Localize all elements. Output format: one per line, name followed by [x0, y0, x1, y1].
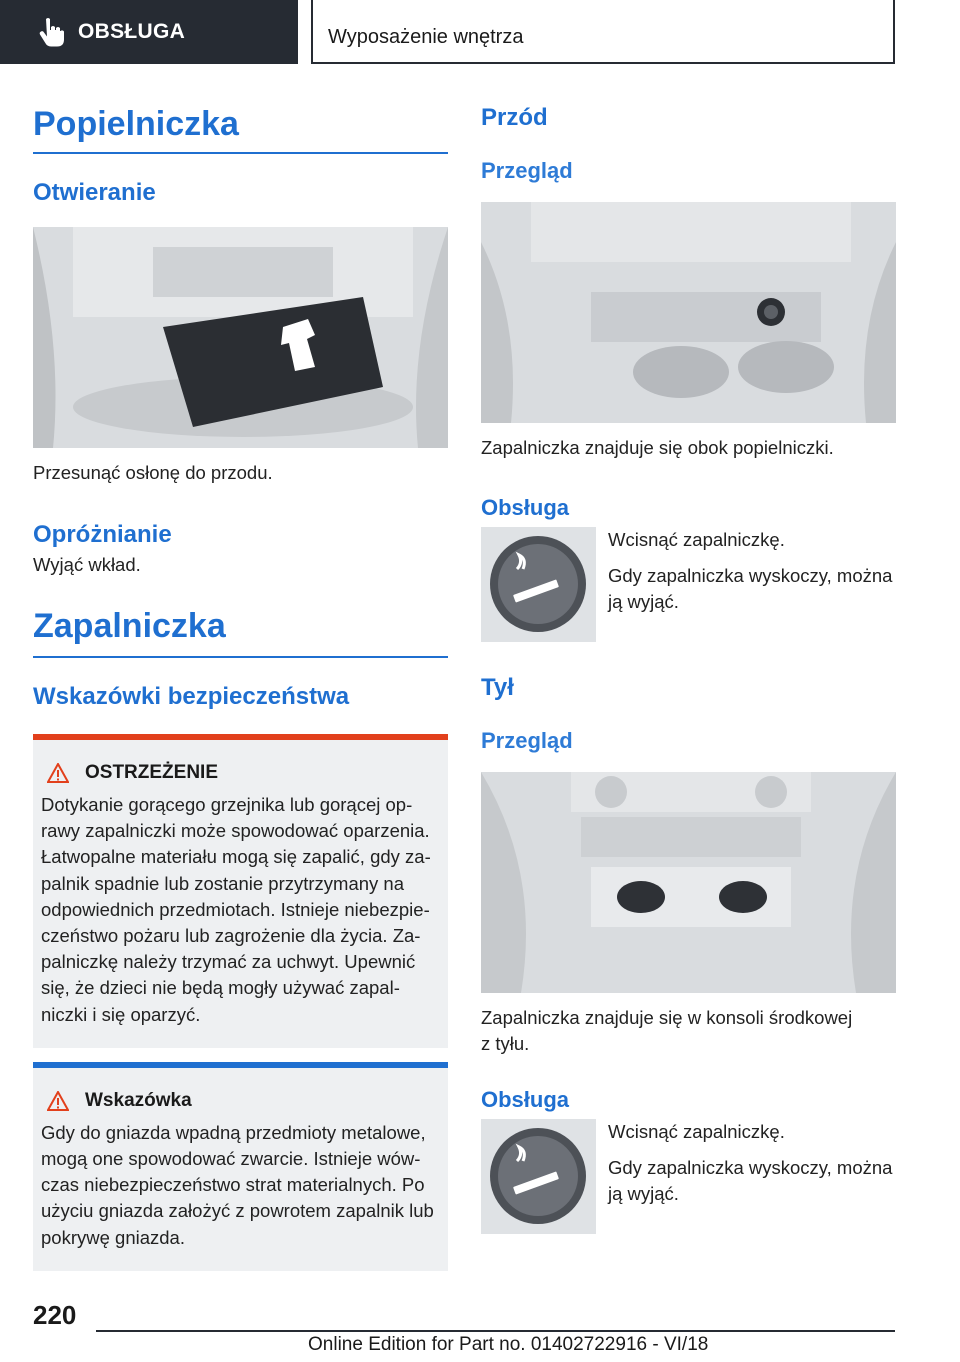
warning-line: odpowiednich przedmiotach. Istnieje niebezpie- [41, 898, 430, 920]
cigarette-lighter-icon [481, 527, 596, 642]
rear-overview-heading: Przegląd [481, 728, 573, 753]
warning-line: czeństwo pożaru lub zagrożenie dla życia. Za- [41, 924, 421, 946]
warning-title-text: OSTRZEŻENIE [85, 761, 219, 783]
safety-heading: Wskazówki bezpieczeństwa [33, 682, 350, 710]
front-op-step [608, 563, 892, 615]
front-op-line: ją wyjąć. [608, 591, 679, 612]
rear-lighter-photo [481, 772, 896, 993]
warning-line: się, że dzieci nie będą mogły używać zapal- [41, 977, 400, 999]
note-title [41, 1090, 438, 1112]
lighter-heading: Zapalniczka [33, 607, 226, 646]
heading-rule [33, 656, 448, 658]
hand-pointer-icon [38, 17, 64, 47]
section-label: Wyposażenie wnętrza [328, 26, 524, 48]
rear-op-line: Gdy zapalniczka wyskoczy, można [608, 1157, 893, 1178]
rear-operation-text [608, 1119, 892, 1234]
front-caption: Zapalniczka znajduje się obok popielniczki. [481, 437, 834, 458]
warning-triangle-icon [47, 1091, 69, 1111]
section-header [311, 0, 895, 64]
chapter-label: OBSŁUGA [78, 20, 186, 43]
cigarette-lighter-icon [481, 1119, 596, 1234]
rear-heading: Tył [481, 674, 514, 701]
warning-triangle-icon [47, 763, 69, 783]
rear-caption-line: z tyłu. [481, 1033, 530, 1054]
page-number: 220 [33, 1300, 77, 1330]
chapter-tab[interactable] [0, 0, 298, 64]
warning-box [33, 734, 448, 1048]
warning-title [41, 762, 438, 784]
rear-op-step [608, 1155, 892, 1207]
opening-heading: Otwieranie [33, 179, 156, 207]
ashtray-opening-photo [33, 227, 448, 448]
rear-op-step: Wcisnąć zapalniczkę. [608, 1121, 785, 1142]
rear-caption [481, 1005, 896, 1057]
heading-rule [33, 152, 448, 154]
rear-operation-heading: Obsługa [481, 1087, 570, 1112]
note-line: Gdy do gniazda wpadną przedmioty metalowe, [41, 1121, 426, 1143]
warning-line: niczki i się oparzyć. [41, 1003, 201, 1025]
right-column [481, 96, 896, 1234]
opening-caption: Przesunąć osłonę do przodu. [33, 461, 273, 483]
front-operation-text [608, 527, 892, 642]
front-op-step: Wcisnąć zapalniczkę. [608, 529, 785, 550]
warning-line: Dotykanie gorącego grzejnika lub gorącej op- [41, 793, 413, 815]
front-heading: Przód [481, 104, 548, 131]
lighter-button-image [481, 527, 596, 642]
rear-op-line: ją wyjąć. [608, 1183, 679, 1204]
note-text [41, 1120, 438, 1251]
lighter-button-image [481, 1119, 596, 1234]
footer-rule [96, 1330, 895, 1332]
rear-caption-line: Zapalniczka znajduje się w konsoli środkowej [481, 1007, 853, 1028]
note-line: użyciu gniazda założyć z powrotem zapalnik lub [41, 1200, 434, 1222]
warning-line: palnik spadnie lub zostanie przytrzymany na [41, 872, 404, 894]
rear-operation-row [481, 1119, 896, 1234]
note-box [33, 1062, 448, 1271]
warning-text [41, 792, 438, 1028]
note-title-text: Wskazówka [85, 1089, 192, 1111]
note-line: pokrywę gniazda. [41, 1226, 185, 1248]
ashtray-heading: Popielniczka [33, 105, 239, 143]
note-line: czas niebezpieczeństwo strat materialnych. Po [41, 1174, 425, 1196]
edition-text: Online Edition for Part no. 01402722916 - VI/18 [308, 1334, 709, 1355]
left-column [33, 96, 448, 1271]
front-operation-row [481, 527, 896, 642]
emptying-heading: Opróżnianie [33, 520, 172, 548]
note-line: mogą one spowodować zwarcie. Istnieje wów- [41, 1147, 421, 1169]
front-operation-heading: Obsługa [481, 495, 570, 520]
front-op-line: Gdy zapalniczka wyskoczy, można [608, 565, 893, 586]
warning-line: rawy zapalniczki może spowodować oparzenia. [41, 820, 430, 842]
front-lighter-photo [481, 202, 896, 423]
warning-line: Łatwopalne materiału mogą się zapalić, gdy za- [41, 846, 431, 868]
front-overview-heading: Przegląd [481, 158, 573, 183]
emptying-text: Wyjąć wkład. [33, 554, 141, 576]
warning-line: palniczkę należy trzymać za uchwyt. Upewnić [41, 951, 416, 973]
